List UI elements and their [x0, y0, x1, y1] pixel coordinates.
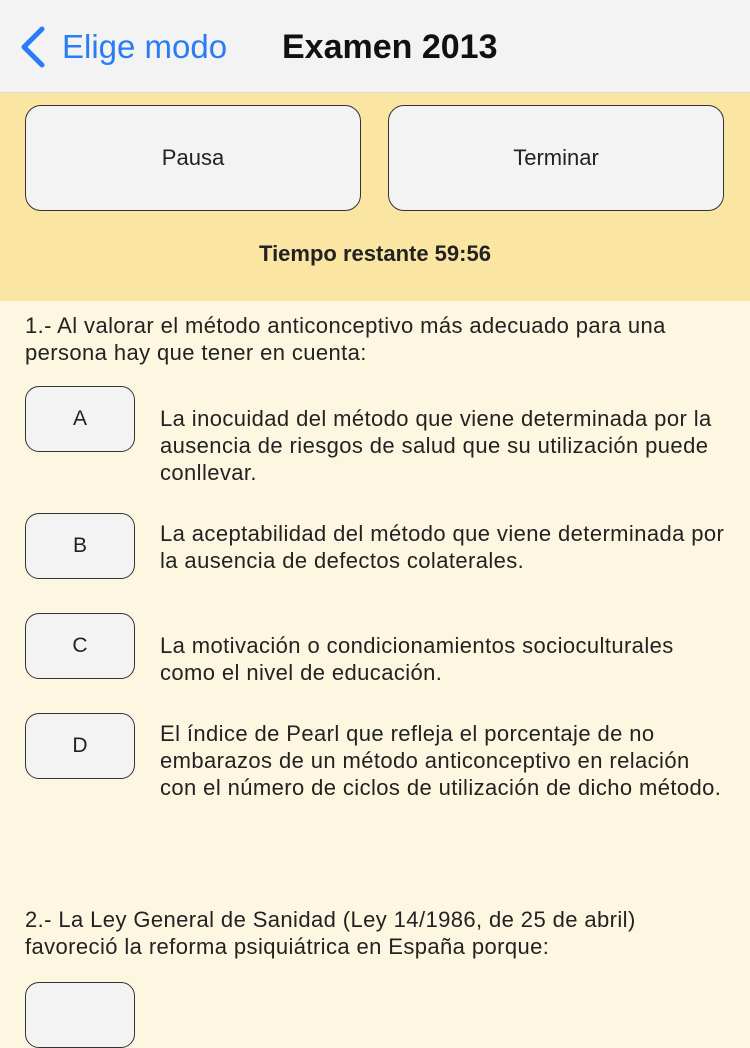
navigation-bar — [0, 0, 750, 93]
answer-d-button[interactable]: D — [25, 713, 135, 779]
pause-button[interactable]: Pausa — [25, 105, 361, 211]
question-2-text: 2.- La Ley General de Sanidad (Ley 14/1986, de 25 de abril) favoreció la reforma psiquiátrica en España porque: — [25, 907, 636, 959]
chevron-left-icon — [16, 25, 48, 69]
answer-c-button[interactable]: C — [25, 613, 135, 679]
answer-a-text: La inocuidad del método que viene determinada por la ausencia de riesgos de salud que su utilización puede conllevar. — [160, 406, 712, 485]
back-button[interactable] — [16, 22, 227, 72]
finish-button[interactable]: Terminar — [388, 105, 724, 211]
answer-b-button[interactable]: B — [25, 513, 135, 579]
back-label: Elige modo — [62, 28, 228, 65]
time-remaining: Tiempo restante 59:56 — [259, 241, 491, 266]
answer-b-text: La aceptabilidad del método que viene determinada por la ausencia de defectos colaterales. — [160, 521, 725, 573]
exam-control-panel — [0, 93, 750, 301]
answer-button-partial[interactable] — [25, 982, 135, 1048]
answer-c-text: La motivación o condicionamientos socioculturales como el nivel de educación. — [160, 633, 674, 685]
page-title: Examen 2013 — [282, 28, 498, 66]
question-1-text: 1.- Al valorar el método anticonceptivo más adecuado para una persona hay que tener en cuenta: — [25, 313, 666, 365]
answer-d-text: El índice de Pearl que refleja el porcentaje de no embarazos de un método anticonceptivo en relación con el número de ciclos de utilización de dicho método. — [160, 721, 722, 800]
answer-a-button[interactable]: A — [25, 386, 135, 452]
